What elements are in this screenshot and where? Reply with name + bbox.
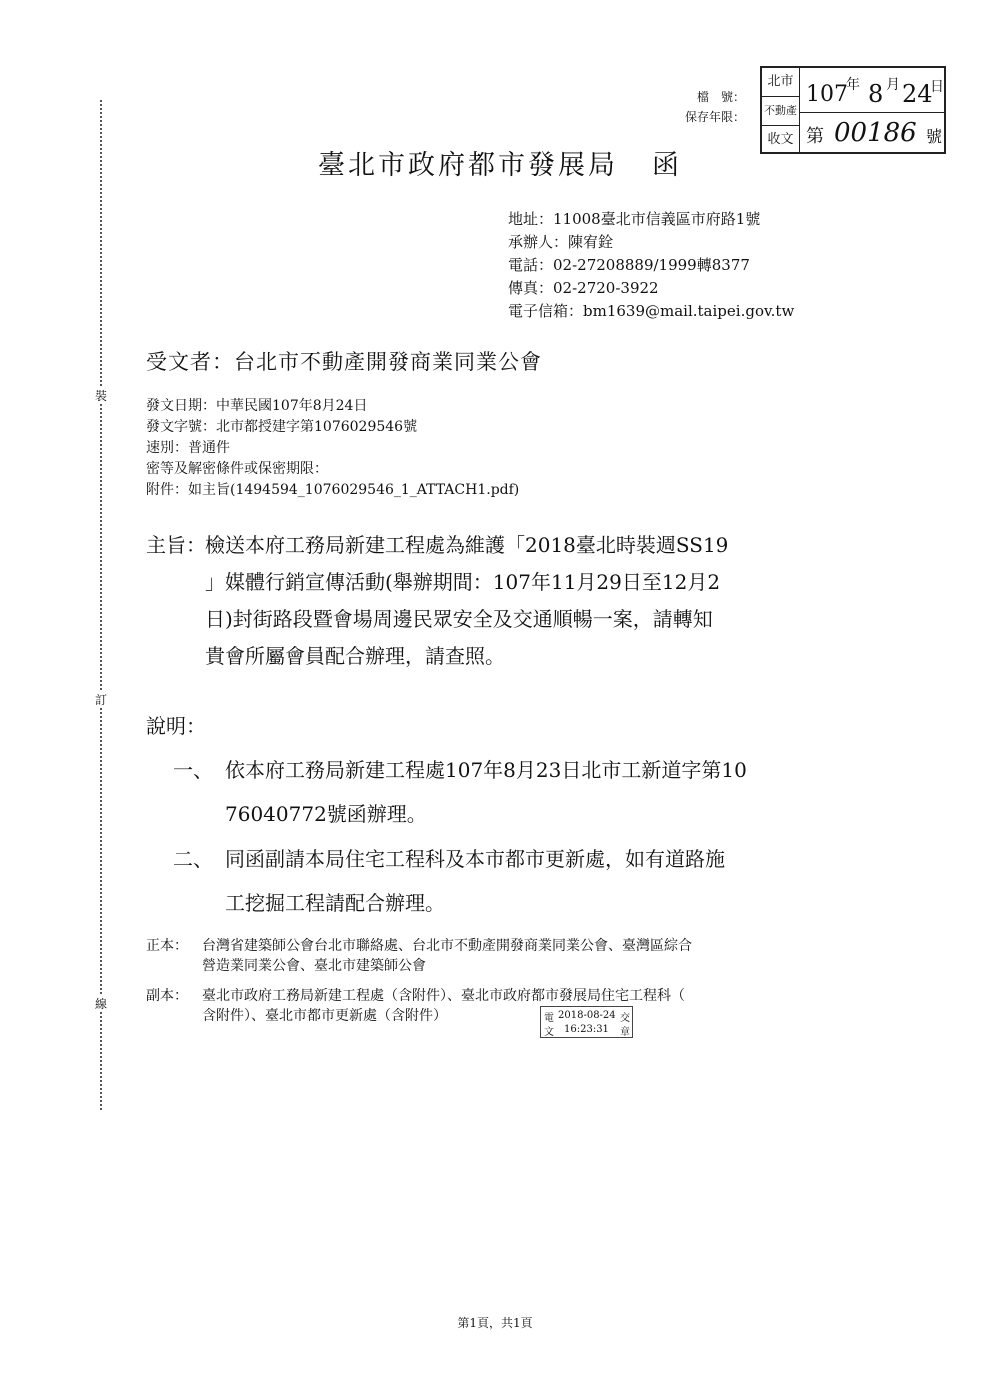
receipt-stamp — [760, 66, 946, 154]
file-number-label: 檔 號： — [696, 90, 745, 104]
main-copy-line: 營造業同業公會、臺北市建築師公會 — [202, 958, 426, 974]
stamp-number-prefix: 第 — [806, 126, 824, 147]
document-type: 函 — [652, 150, 682, 181]
carbon-copy-label: 副本： — [146, 988, 188, 1004]
stamp-number-suffix: 號 — [926, 127, 943, 146]
e-stamp-right-bottom: 章 — [620, 1027, 630, 1038]
stamp-day-char: 日 — [930, 79, 944, 95]
stamp-day: 24 — [902, 80, 933, 108]
subject-label: 主旨： — [146, 533, 206, 557]
explanation-label: 說明： — [146, 714, 206, 738]
subject-line: 貴會所屬會員配合辦理，請查照。 — [205, 644, 505, 668]
carbon-copy-line: 臺北市政府工務局新建工程處（含附件）、臺北市政府都市發展局住宅工程科（ — [202, 988, 685, 1004]
subject-line: 日)封街路段暨會場周邊民眾安全及交通順暢一案，請轉知 — [205, 607, 713, 631]
main-copy-recipients — [202, 936, 692, 976]
stamp-year-char: 年 — [846, 77, 860, 93]
item-number-1: 一、 — [173, 758, 213, 782]
recipient: 受文者：台北市不動產開發商業同業公會 — [146, 350, 542, 374]
contact-fax: 傳真：02-2720-3922 — [508, 279, 659, 297]
contact-address: 地址：11008臺北市信義區市府路1號 — [508, 210, 761, 228]
e-stamp-left-top: 電 — [544, 1013, 554, 1024]
attachment: 附件：如主旨(1494594_1076029546_1_ATTACH1.pdf) — [146, 482, 520, 498]
binding-char-xian: 線 — [92, 996, 110, 1012]
stamp-label-realestate: 不動產 — [762, 97, 799, 126]
item-line: 依本府工務局新建工程處107年8月23日北市工新道字第10 — [225, 758, 747, 782]
receipt-stamp-labels — [762, 68, 800, 152]
stamp-year: 107 — [806, 82, 848, 107]
confidentiality: 密等及解密條件或保密期限： — [146, 461, 328, 477]
contact-block — [508, 208, 794, 323]
subject-line: 檢送本府工務局新建工程處為維護「2018臺北時裝週SS19 — [205, 533, 729, 557]
issuing-agency-title: 臺北市政府都市發展局 — [318, 150, 618, 181]
item-number-2: 二、 — [173, 847, 213, 871]
page-footer: 第1頁，共1頁 — [457, 1316, 533, 1330]
item-line: 工挖掘工程請配合辦理。 — [225, 891, 445, 915]
contact-email: 電子信箱：bm1639@mail.taipei.gov.tw — [508, 302, 795, 320]
stamp-label-city: 北市 — [762, 68, 799, 97]
e-stamp-time: 16:23:31 — [564, 1024, 609, 1035]
item-line: 同函副請本局住宅工程科及本市都市更新處，如有道路施 — [225, 847, 725, 871]
binding-dotted-line — [100, 100, 102, 1110]
stamp-month: 8 — [868, 80, 884, 108]
subject-text — [205, 527, 728, 675]
main-copy-label: 正本： — [146, 938, 188, 954]
e-stamp-date: 2018-08-24 — [558, 1010, 616, 1021]
e-stamp-right-top: 交 — [620, 1013, 630, 1024]
e-stamp-left-bottom: 文 — [544, 1027, 554, 1038]
stamp-number: 00186 — [834, 118, 917, 148]
subject-line: 」媒體行銷宣傳活動(舉辦期間：107年11月29日至12月2 — [205, 570, 721, 594]
issue-date: 發文日期：中華民國107年8月24日 — [146, 398, 368, 414]
binding-char-zhuang: 裝 — [92, 388, 110, 404]
main-copy-line: 台灣省建築師公會台北市聯絡處、台北市不動產開發商業同業公會、臺灣區綜合 — [202, 938, 692, 954]
carbon-copy-line: 含附件）、臺北市都市更新處（含附件） — [202, 1008, 447, 1024]
stamp-divider — [800, 112, 944, 113]
contact-handler: 承辦人：陳宥銓 — [508, 233, 614, 251]
document-number: 發文字號：北市都授建字第1076029546號 — [146, 419, 418, 435]
stamp-month-char: 月 — [886, 77, 900, 93]
binding-char-ding: 訂 — [92, 692, 110, 708]
document-meta — [146, 396, 519, 501]
delivery-speed: 速別：普通件 — [146, 440, 230, 456]
stamp-label-receive: 收文 — [767, 132, 794, 147]
item-line: 76040772號函辦理。 — [225, 802, 427, 826]
retention-label: 保存年限： — [684, 110, 745, 124]
electronic-exchange-stamp — [540, 1006, 633, 1038]
contact-phone: 電話：02-27208889/1999轉8377 — [508, 256, 750, 274]
